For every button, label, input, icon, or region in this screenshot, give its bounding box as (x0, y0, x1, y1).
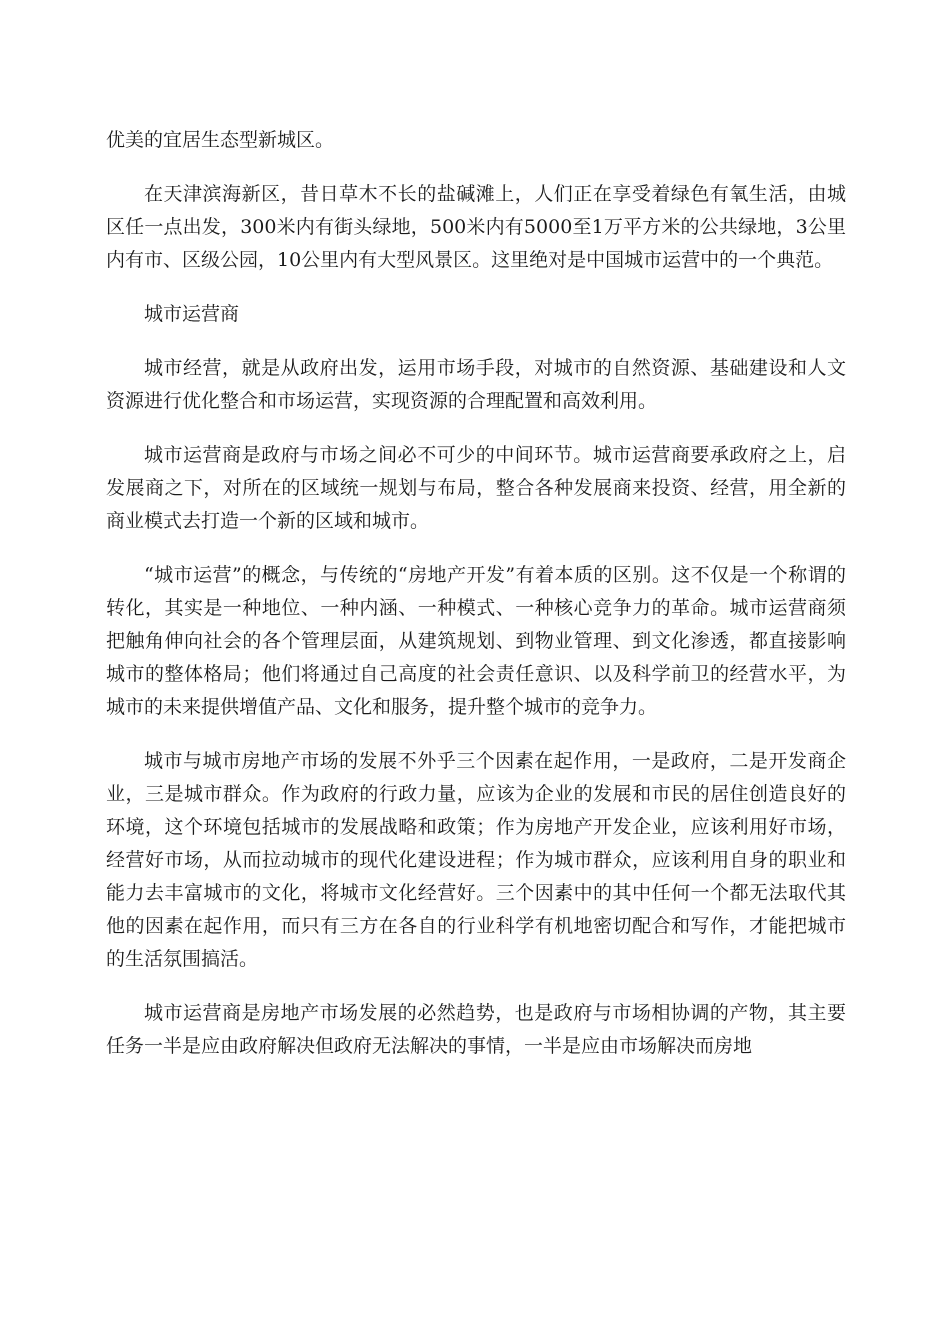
document-body (106, 124, 846, 1084)
paragraph-three-factors: 城市与城市房地产市场的发展不外乎三个因素在起作用，一是政府，二是开发商企业，三是城市群众。作为政府的行政力量，应该为企业的发展和市民的居住创造良好的环境，这个环境包括城市的发展战略和政策；作为房地产开发企业，应该利用好市场，经营好市场，从而拉动城市的现代化建设进程；作为城市群众，应该利用自身的职业和能力去丰富城市的文化，将城市文化经营好。三个因素中的其中任何一个都无法取代其他的因素在起作用，而只有三方在各自的行业科学有机地密切配合和写作，才能把城市的生活氛围搞活。 (106, 750, 846, 970)
paragraph-market-trend: 城市运营商是房地产市场发展的必然趋势，也是政府与市场相协调的产物，其主要任务一半是应由政府解决但政府无法解决的事情，一半是应由市场解决而房地 (106, 1002, 846, 1057)
paragraph-operation-concept: “城市运营”的概念，与传统的“房地产开发”有着本质的区别。这不仅是一个称谓的转化，其实是一种地位、一种内涵、一种模式、一种核心竞争力的革命。城市运营商须把触角伸向社会的各个管理层面，从建筑规划、到物业管理、到文化渗透，都直接影响城市的整体格局；他们将通过自己高度的社会责任意识、以及科学前卫的经营水平，为城市的未来提供增值产品、文化和服务，提升整个城市的竞争力。 (106, 564, 846, 718)
paragraph-continuation: 优美的宜居生态型新城区。 (106, 129, 335, 151)
paragraph-operator-role: 城市运营商是政府与市场之间必不可少的中间环节。城市运营商要承政府之上，启发展商之下，对所在的区域统一规划与布局，整合各种发展商来投资、经营，用全新的商业模式去打造一个新的区域和城市。 (106, 444, 846, 532)
paragraph-city-management: 城市经营，就是从政府出发，运用市场手段，对城市的自然资源、基础建设和人文资源进行优化整合和市场运营，实现资源的合理配置和高效利用。 (106, 357, 846, 412)
section-heading: 城市运营商 (144, 303, 240, 325)
paragraph-tianjin-binhai: 在天津滨海新区，昔日草木不长的盐碱滩上，人们正在享受着绿色有氧生活，由城区任一点出发，300米内有街头绿地，500米内有5000至1万平方米的公共绿地，3公里内有市、区级公园，10公里内有大型风景区。这里绝对是中国城市运营中的一个典范。 (106, 183, 846, 271)
